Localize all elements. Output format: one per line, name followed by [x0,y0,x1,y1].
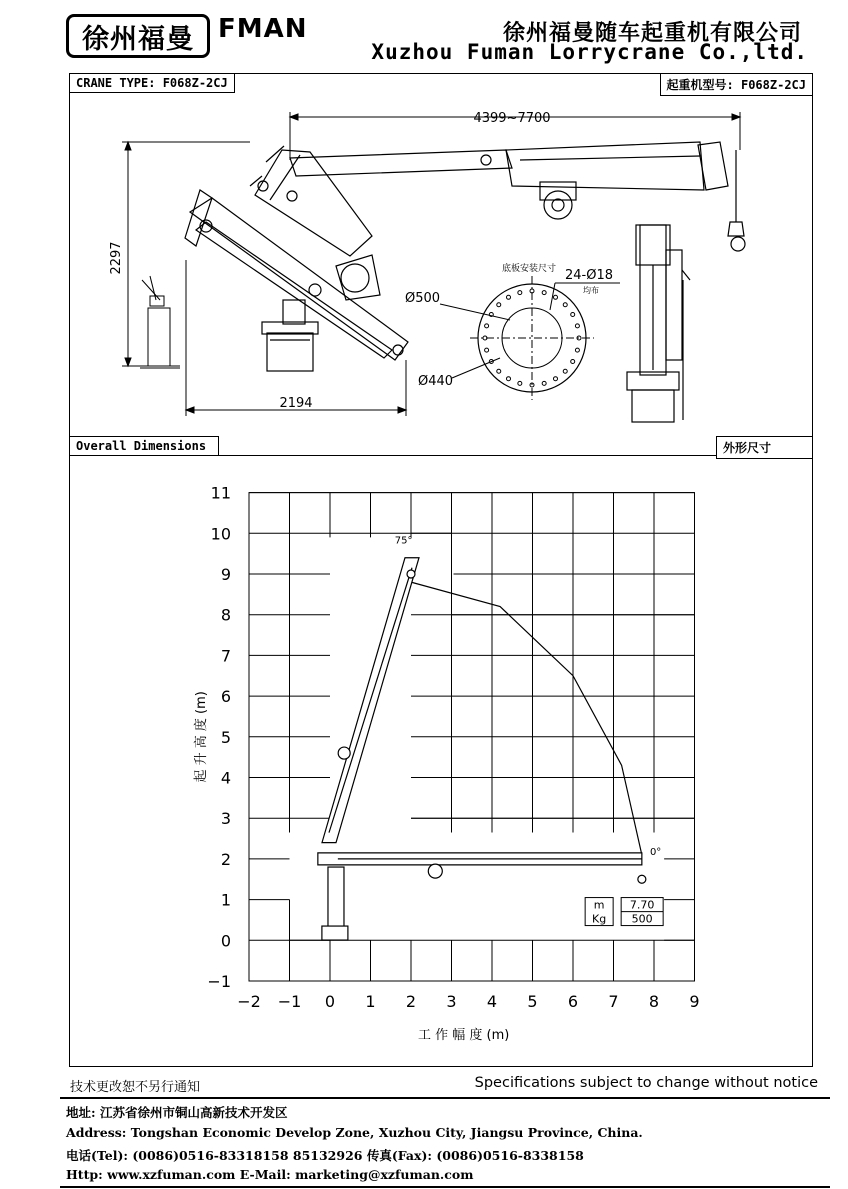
bolt-hole [497,303,501,307]
bolt-hole [563,369,567,373]
y-tick-label: 1 [220,890,231,910]
bolt-hole [554,295,558,299]
working-range-arc [411,582,642,855]
bolt-note-text: 均布 [583,286,599,295]
base-plate-view [470,276,594,400]
crane-base [322,926,348,940]
boom-joint [338,747,350,759]
crane-type-cn: 起重机型号: F068Z-2CJ [660,73,813,96]
x-tick-label: −1 [277,992,302,1011]
legend-unit: m [593,898,605,912]
crane-side-view [185,142,745,371]
bolt-hole [518,381,522,385]
y-tick-label: 3 [220,809,231,829]
overall-dimensions-cn: 外形尺寸 [716,436,813,459]
bolt-hole [542,381,546,385]
overall-dimensions-label: Overall Dimensions [69,436,219,456]
bolt-hole [485,348,489,352]
company-name-cn: 徐州福曼随车起重机有限公司 [502,21,802,46]
y-tick-label: 0 [220,931,231,951]
x-tick-label: 9 [689,992,700,1011]
y-tick-label: 11 [210,483,231,503]
boom-tip-pulley [407,570,415,578]
bolt-hole [563,303,567,307]
dimension-drawing [0,0,848,440]
bolt-hole [485,324,489,328]
control-stand [140,276,180,368]
address-en: Address: Tongshan Economic Develop Zone, Xuzhou City, Jiangsu Province, China. [66,1125,643,1140]
x-tick-label: 3 [446,992,457,1011]
change-note-en: Specifications subject to change without notice [474,1075,818,1091]
clear-area [290,835,330,899]
bolt-hole [571,360,575,364]
x-tick-label: 5 [527,992,538,1011]
load-chart [0,460,848,1060]
contact-phone: 电话(Tel): (0086)0516-83318158 85132926 传真(Fax): (0086)0516-8338158 [66,1148,584,1163]
x-tick-label: 8 [648,992,660,1011]
y-tick-label: 7 [220,646,231,666]
contact-web: Http: www.xzfuman.com E-Mail: marketing@xzfuman.com [66,1167,474,1182]
y-tick-label: 6 [220,687,231,707]
y-axis-label: 起 升 高 度 (m) [194,691,209,783]
crane-type-label: CRANE TYPE: F068Z-2CJ [69,73,235,93]
bolt-spec-text: 24-Ø18 [564,268,614,283]
change-note-cn: 技术更改恕不另行通知 [70,1080,201,1095]
crane-front-view [627,225,690,422]
height-dimension-text: 2297 [109,241,124,275]
bolt-hole [575,348,579,352]
footer-divider-top [60,1097,830,1099]
x-axis-label: 工 作 幅 度 (m) [417,1028,510,1043]
y-tick-label: 10 [210,524,231,544]
clear-area [412,538,452,610]
bolt-hole [497,369,501,373]
reach-dimension-text: 4399~7700 [473,111,551,126]
legend-value: 7.70 [629,898,655,912]
bolt-hole [542,291,546,295]
logo-text: 徐州福曼 [82,23,194,55]
footer-divider-bottom [60,1186,830,1188]
angle-top-label: 75° [394,535,413,547]
x-tick-label: 6 [567,992,579,1011]
hook-block [638,875,646,883]
y-tick-label: 8 [220,605,231,625]
bolt-hole [571,313,575,317]
width-dimension-text: 2194 [279,396,313,411]
bolt-hole [507,377,511,381]
x-tick-label: 2 [405,992,417,1011]
x-tick-label: 7 [608,992,619,1011]
bolt-hole [575,324,579,328]
angle-bottom-label: 0° [649,846,662,858]
x-tick-label: −2 [237,992,261,1011]
y-tick-label: 4 [220,768,231,788]
bolt-hole [518,291,522,295]
y-tick-label: −1 [207,972,231,991]
base-plate-title: 底板安装尺寸 [501,264,557,274]
legend-unit: Kg [592,912,607,926]
company-name-en: Xuzhou Fuman Lorrycrane Co.,ltd. [371,40,808,64]
boom-pulley [428,864,442,878]
address-cn: 地址: 江苏省徐州市铜山高新技术开发区 [66,1105,288,1120]
y-tick-label: 9 [220,565,231,584]
envelope-edge [411,493,695,615]
brand-name: FMAN [218,14,308,44]
legend-value: 500 [631,912,653,926]
bolt-hole [507,295,511,299]
y-tick-label: 2 [220,849,231,869]
inner-diameter-text: Ø440 [418,374,454,389]
outer-diameter-text: Ø500 [405,291,441,306]
x-tick-label: 1 [365,992,376,1011]
x-tick-label: 0 [324,992,336,1011]
x-tick-label: 4 [486,992,498,1011]
bolt-hole [554,377,558,381]
y-tick-label: 5 [220,727,231,747]
